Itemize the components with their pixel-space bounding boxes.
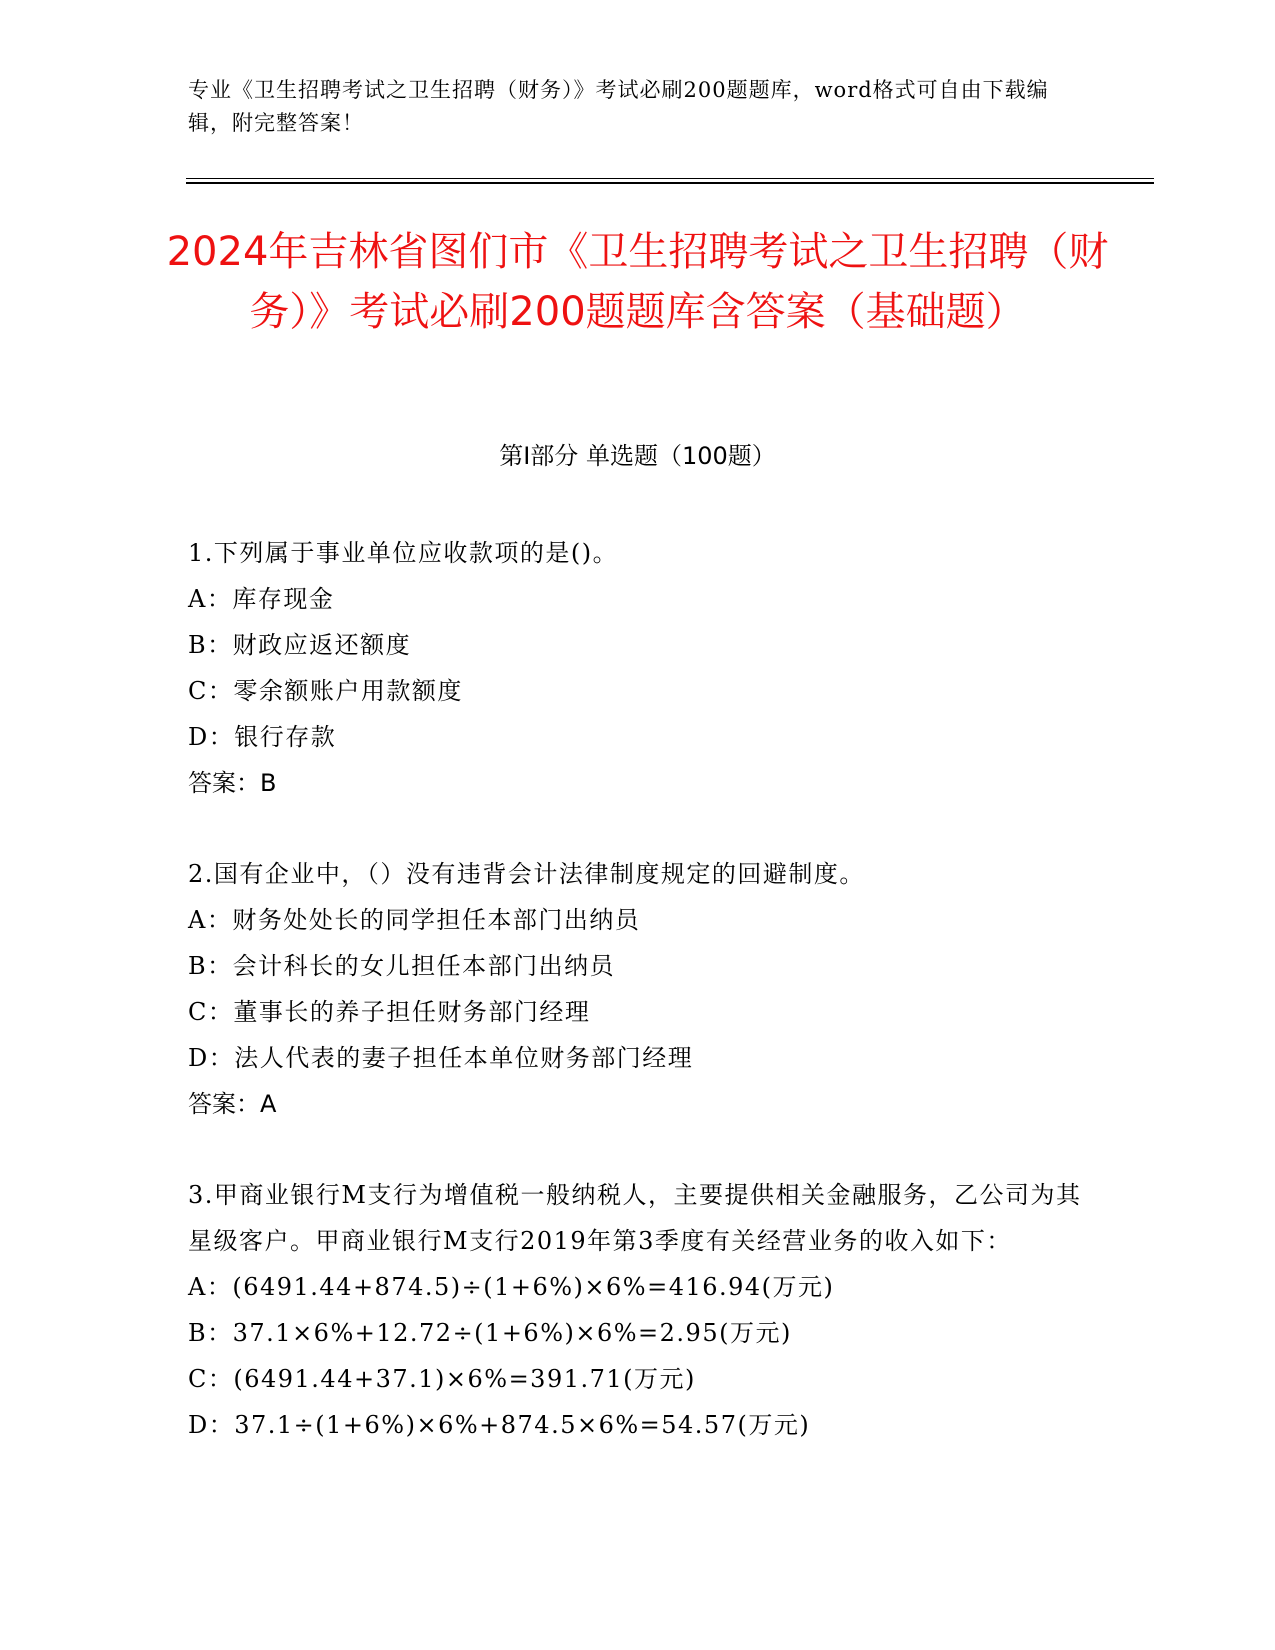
option-c: C：(6491.44+37.1)×6%=391.71(万元) bbox=[188, 1365, 696, 1393]
divider-line bbox=[186, 178, 1154, 179]
option-c: C：零余额账户用款额度 bbox=[188, 677, 463, 705]
question-3 bbox=[188, 1172, 1088, 1448]
question-stem: 1.下列属于事业单位应收款项的是()。 bbox=[188, 539, 619, 567]
option-b: B：财政应返还额度 bbox=[188, 631, 412, 659]
question-2 bbox=[188, 851, 1088, 1127]
option-d: D：法人代表的妻子担任本单位财务部门经理 bbox=[188, 1044, 694, 1072]
question-list bbox=[188, 530, 1088, 1493]
option-c: C：董事长的养子担任财务部门经理 bbox=[188, 998, 591, 1026]
divider-line-thick bbox=[186, 182, 1154, 184]
header-note: 专业《卫生招聘考试之卫生招聘（财务）》考试必刷200题题库，word格式可自由下载编辑，附完整答案！ bbox=[188, 78, 1049, 135]
option-a: A：库存现金 bbox=[188, 585, 335, 613]
answer-text: 答案：B bbox=[188, 769, 277, 797]
document-title: 2024年吉林省图们市《卫生招聘考试之卫生招聘（财务）》考试必刷200题题库含答案（基础题） bbox=[166, 229, 1109, 335]
option-d: D：银行存款 bbox=[188, 723, 337, 751]
option-b: B：37.1×6%+12.72÷(1+6%)×6%=2.95(万元) bbox=[188, 1319, 792, 1347]
question-stem: 2.国有企业中，（）没有违背会计法律制度规定的回避制度。 bbox=[188, 860, 865, 888]
section-heading: 第I部分 单选题（100题） bbox=[499, 442, 776, 470]
question-stem: 3.甲商业银行M支行为增值税一般纳税人，主要提供相关金融服务，乙公司为其星级客户。甲商业银行M支行2019年第3季度有关经营业务的收入如下： bbox=[188, 1181, 1082, 1255]
option-a: A：(6491.44+874.5)÷(1+6%)×6%=416.94(万元) bbox=[188, 1273, 835, 1301]
answer-text: 答案：A bbox=[188, 1090, 277, 1118]
option-b: B：会计科长的女儿担任本部门出纳员 bbox=[188, 952, 616, 980]
option-d: D：37.1÷(1+6%)×6%+874.5×6%=54.57(万元) bbox=[188, 1411, 811, 1439]
question-1 bbox=[188, 530, 1088, 806]
option-a: A：财务处处长的同学担任本部门出纳员 bbox=[188, 906, 641, 934]
